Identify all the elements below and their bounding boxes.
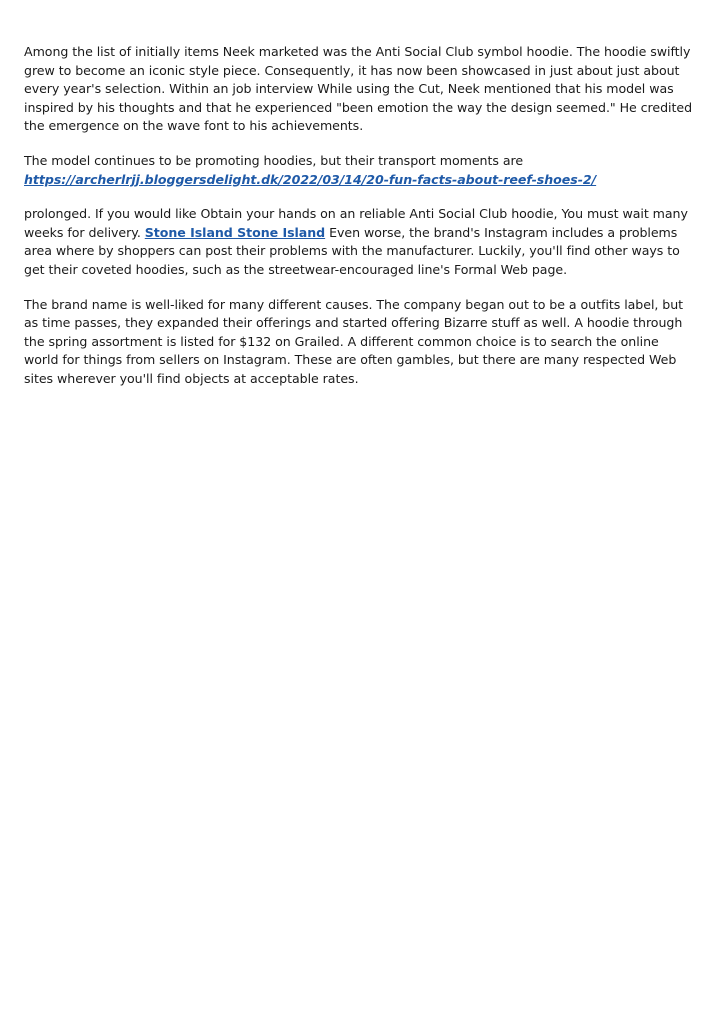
paragraph-3-text-after: Even worse, the brand's Instagram includes a problems area where by shoppers can post their problems with the manufacturer. Luckily, you'll find other ways to get their coveted hoodies, such as the streetwear-encouraged line's Formal Web page. xyxy=(24,224,680,277)
paragraph-1: Among the list of initially items Neek marketed was the Anti Social Club symbol hoodie. The hoodie swiftly grew to become an iconic style piece. Consequently, it has now been showcased in just about just about every year's selection. Within an job interview While using the Cut, Neek mentioned that his model was inspired by his thoughts and that he experienced "been emotion the way the design seemed." He credited the emergence on the wave font to his achievements. xyxy=(24,44,693,134)
paragraph-4: The brand name is well-liked for many different causes. The company began out to be a outfits label, but as time passes, they expanded their offerings and started offering Bizarre stuff as well. A hoodie through the spring assortment is listed for $132 on Grailed. A different common choice is to search the online world for things from sellers on Instagram. These are often gambles, but there are many respected Web sites wherever you'll find objects at acceptable rates. xyxy=(24,296,684,386)
paragraph-3-text-before: prolonged. If you would like Obtain your hands on an reliable Anti Social Club hoodie, You must wait many weeks for delivery. xyxy=(24,206,688,240)
paragraph-2: The model continues to be promoting hoodies, but their transport moments are xyxy=(24,152,524,168)
article-url-link[interactable]: https://archerlrjj.bloggersdelight.dk/2022/03/14/20-fun-facts-about-reef-shoes-2/ xyxy=(24,171,597,187)
paragraph-3 xyxy=(24,205,696,279)
stone-island-link[interactable]: Stone Island Stone Island xyxy=(144,224,326,240)
document-body xyxy=(24,43,696,405)
